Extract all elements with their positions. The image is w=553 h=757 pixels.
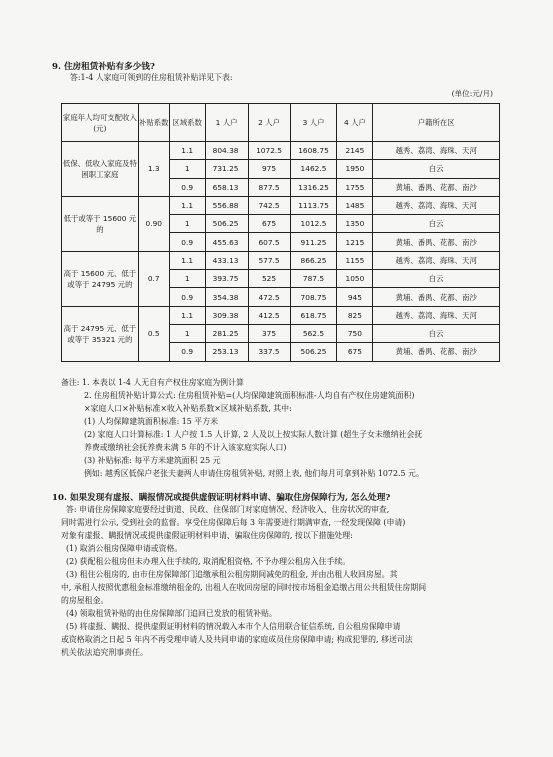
- value-cell: 1012.5: [290, 215, 337, 233]
- district-cell: 越秀、荔湾、海珠、天河: [373, 251, 500, 269]
- value-cell: 412.5: [248, 306, 290, 324]
- district-cell: 越秀、荔湾、海珠、天河: [373, 142, 500, 160]
- value-cell: 1113.75: [290, 196, 337, 214]
- value-cell: 825: [337, 306, 373, 324]
- area-coef-cell: 0.9: [169, 233, 205, 251]
- value-cell: 618.75: [290, 306, 337, 324]
- note-example: 例如: 越秀区低保户老张夫妻两人申请住房租赁补贴, 对照上表, 他们每月可拿到补贴 1072.5 元。: [84, 469, 424, 478]
- district-cell: 白云: [373, 324, 500, 342]
- q10-para-3: 对象有虚报、瞒报情况或提供虚假证明材料申请、骗取住房保障的, 按以下措施处理:: [61, 531, 353, 540]
- income-cell: 低于或等于 15600 元的: [62, 196, 139, 251]
- q10-item-3-cont: 中, 承租人按照优惠租金标准缴纳租金的, 出租人在收回房屋的同时按市场租金追缴占用公共租赁住房期间: [61, 583, 427, 592]
- value-cell: 787.5: [290, 270, 337, 288]
- value-cell: 607.5: [248, 233, 290, 251]
- note-4b: 养费或缴纳社会抚养费未满 5 年的不计入该家庭实际人口): [84, 443, 287, 452]
- value-cell: 975: [248, 160, 290, 178]
- note-4a: (2) 家庭人口计算标准: 1 人户按 1.5 人计算, 2 人及以上按实际人数计算 (超生子女未缴纳社会抚: [84, 430, 423, 439]
- value-cell: 1755: [337, 178, 373, 196]
- table-header-row: [62, 104, 500, 142]
- value-cell: 506.25: [290, 343, 337, 361]
- header-area-coef: 区域系数: [169, 104, 205, 142]
- value-cell: 472.5: [248, 288, 290, 306]
- area-coef-cell: 1: [169, 324, 205, 342]
- area-coef-cell: 1: [169, 270, 205, 288]
- note-1: 备注: 1. 本表以 1-4 人无自有产权住房家庭为例计算: [61, 378, 244, 387]
- income-cell: 高于 24795 元、低于或等于 35321 元的: [62, 306, 139, 361]
- value-cell: 253.13: [205, 343, 248, 361]
- coef-cell: 1.3: [138, 142, 169, 197]
- area-coef-cell: 1.1: [169, 196, 205, 214]
- coef-cell: 0.7: [138, 251, 169, 306]
- header-2-person: 2 人户: [248, 104, 290, 142]
- q10-item-5-end: 机关依法追究刑事责任。: [61, 648, 148, 657]
- value-cell: 577.5: [248, 251, 290, 269]
- value-cell: 911.25: [290, 233, 337, 251]
- value-cell: 675: [337, 343, 373, 361]
- value-cell: 309.38: [205, 306, 248, 324]
- income-cell: 高于 15600 元、低于或等于 24795 元的: [62, 251, 139, 306]
- district-cell: 白云: [373, 270, 500, 288]
- value-cell: 1462.5: [290, 160, 337, 178]
- value-cell: 1485: [337, 196, 373, 214]
- value-cell: 337.5: [248, 343, 290, 361]
- table-row: [62, 306, 500, 324]
- area-coef-cell: 1: [169, 160, 205, 178]
- subsidy-table: [61, 103, 500, 362]
- value-cell: 2145: [337, 142, 373, 160]
- note-2a: 2. 住房租赁补贴计算公式: 住房租赁补贴=(人均保障建筑面积标准-人均自有产权住房建筑面积): [84, 391, 415, 400]
- value-cell: 1950: [337, 160, 373, 178]
- header-1-person: 1 人户: [205, 104, 248, 142]
- q10-item-5-cont: 或资格取消之日起 5 年内不再受理申请人及共同申请的家庭成员住房保障申请; 构成犯罪的, 移送司法: [61, 635, 413, 644]
- coef-cell: 0.90: [138, 196, 169, 251]
- district-cell: 黄埔、番禺、花都、南沙: [373, 233, 500, 251]
- value-cell: 675: [248, 215, 290, 233]
- value-cell: 354.38: [205, 288, 248, 306]
- coef-cell: 0.5: [138, 306, 169, 361]
- q10-item-3: (3) 租住公租房的, 由市住房保障部门追缴承租公租房期间减免的租金, 并由出租人收回房屋。其: [66, 570, 398, 579]
- value-cell: 455.63: [205, 233, 248, 251]
- value-cell: 281.25: [205, 324, 248, 342]
- value-cell: 742.5: [248, 196, 290, 214]
- district-cell: 越秀、荔湾、海珠、天河: [373, 306, 500, 324]
- q10-para-1: 答: 申请住房保障家庭要经过街道、民政、住保部门对家庭情况、经济收入、住房状况的审查,: [66, 505, 390, 514]
- area-coef-cell: 0.9: [169, 343, 205, 361]
- value-cell: 525: [248, 270, 290, 288]
- value-cell: 877.5: [248, 178, 290, 196]
- value-cell: 945: [337, 288, 373, 306]
- q10-item-3-end: 的房屋租金。: [61, 596, 109, 605]
- question-10-title: 10. 如果发现有虚报、瞒报情况或提供虚假证明材料申请、骗取住房保障行为, 怎么处理?: [52, 493, 391, 503]
- question-9-answer: 答:1-4 人家庭可领到的住房租赁补贴详见下表:: [70, 73, 233, 82]
- value-cell: 506.25: [205, 215, 248, 233]
- q10-item-4: (4) 领取租赁补贴的由住房保障部门追回已发放的租赁补贴。: [66, 609, 277, 618]
- value-cell: 1608.75: [290, 142, 337, 160]
- value-cell: 708.75: [290, 288, 337, 306]
- table-row: [62, 196, 500, 214]
- note-5: (3) 补贴标准: 每平方米建筑面积 25 元: [84, 456, 221, 465]
- area-coef-cell: 0.9: [169, 288, 205, 306]
- q10-item-5: (5) 将虚报、瞒报、提供虚假证明材料的情况载入本市个人信用联合征信系统, 自公租房保障申请: [66, 622, 401, 631]
- table-row: [62, 251, 500, 269]
- area-coef-cell: 1.1: [169, 142, 205, 160]
- value-cell: 804.38: [205, 142, 248, 160]
- q10-item-1: (1) 取消公租房保障申请或资格。: [66, 544, 183, 553]
- q10-item-2: (2) 获配租公租房但未办理入住手续的, 取消配租资格, 不予办理公租房入住手续。: [66, 557, 351, 566]
- value-cell: 1050: [337, 270, 373, 288]
- area-coef-cell: 0.9: [169, 178, 205, 196]
- table-row: [62, 142, 500, 160]
- value-cell: 1350: [337, 215, 373, 233]
- value-cell: 433.13: [205, 251, 248, 269]
- income-cell: 低保、低收入家庭及特困职工家庭: [62, 142, 139, 197]
- value-cell: 1072.5: [248, 142, 290, 160]
- district-cell: 黄埔、番禺、花都、南沙: [373, 178, 500, 196]
- value-cell: 658.13: [205, 178, 248, 196]
- district-cell: 黄埔、番禺、花都、南沙: [373, 343, 500, 361]
- district-cell: 越秀、荔湾、海珠、天河: [373, 196, 500, 214]
- header-income: 家庭年人均可支配收入(元): [62, 104, 139, 142]
- value-cell: 1215: [337, 233, 373, 251]
- area-coef-cell: 1: [169, 215, 205, 233]
- district-cell: 白云: [373, 160, 500, 178]
- value-cell: 556.88: [205, 196, 248, 214]
- header-subsidy-coef: 补贴系数: [138, 104, 169, 142]
- value-cell: 866.25: [290, 251, 337, 269]
- table-unit: (单位:元/月): [451, 89, 493, 98]
- header-district: 户籍所在区: [373, 104, 500, 142]
- value-cell: 1316.25: [290, 178, 337, 196]
- district-cell: 黄埔、番禺、花都、南沙: [373, 288, 500, 306]
- value-cell: 562.5: [290, 324, 337, 342]
- note-2b: ×家庭人口×补贴标准×收入补贴系数×区域补贴系数, 其中:: [84, 404, 292, 413]
- note-3: (1) 人均保障建筑面积标准: 15 平方米: [84, 417, 218, 426]
- district-cell: 白云: [373, 215, 500, 233]
- header-4-person: 4 人户: [337, 104, 373, 142]
- area-coef-cell: 1.1: [169, 306, 205, 324]
- value-cell: 393.75: [205, 270, 248, 288]
- value-cell: 731.25: [205, 160, 248, 178]
- area-coef-cell: 1.1: [169, 251, 205, 269]
- value-cell: 1155: [337, 251, 373, 269]
- header-3-person: 3 人户: [290, 104, 337, 142]
- question-9-title: 9. 住房租赁补贴有多少钱?: [52, 62, 155, 72]
- q10-para-2: 同时需进行公示, 受到社会的监督。享受住房保障后每 3 年需要进行期满审查, 一经发现保障 (申请): [61, 518, 406, 527]
- value-cell: 375: [248, 324, 290, 342]
- value-cell: 750: [337, 324, 373, 342]
